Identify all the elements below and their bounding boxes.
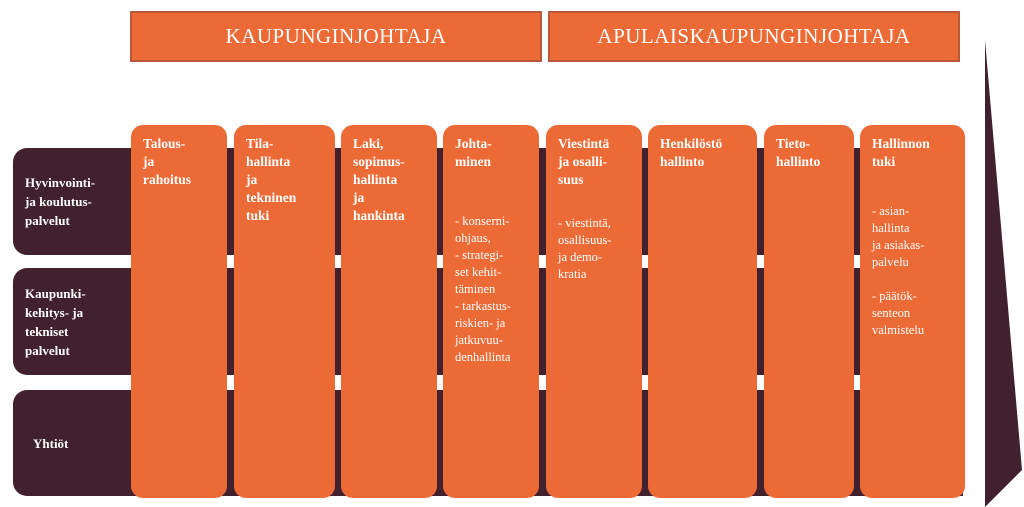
column-detail-line: - asian- (872, 204, 910, 218)
column-title-line: sopimus- (353, 154, 405, 169)
column-title (246, 135, 329, 225)
column-title-line: tuki (872, 154, 896, 169)
column-title-line: Viestintä (558, 136, 610, 151)
column-title-line: Henkilöstö (660, 136, 723, 151)
column-title (353, 135, 431, 225)
column-title-line: ja (246, 172, 258, 187)
column-detail (872, 203, 959, 339)
header-kaupunginjohtaja: KAUPUNGINJOHTAJA (130, 11, 542, 62)
column-title-line: hankinta (353, 208, 405, 223)
column-title-line: Talous- (143, 136, 186, 151)
column-detail-line: - päätök- (872, 289, 917, 303)
column-title-line: Tieto- (776, 136, 811, 151)
row-label-line: ja koulutus- (25, 194, 92, 209)
column-title-line: Laki, (353, 136, 384, 151)
column-detail-line: - strategi- (455, 248, 504, 262)
column-title-line: rahoitus (143, 172, 192, 187)
column-detail-line: ohjaus, (455, 231, 491, 245)
column-title (776, 135, 848, 171)
column-detail-line: set kehit- (455, 265, 502, 279)
column-title (143, 135, 221, 189)
flow-arrow-shape (985, 40, 1022, 507)
column-detail-line: osallisuus- (558, 233, 612, 247)
column-title-line: ja (353, 190, 365, 205)
row-label-line: palvelut (25, 213, 70, 228)
column-title (455, 135, 533, 171)
column-title-line: hallinta (246, 154, 291, 169)
row-label-line: tekniset (25, 323, 69, 339)
column-viestinta (546, 125, 642, 498)
column-detail-line: täminen (455, 282, 496, 296)
column-detail (558, 215, 636, 283)
column-title (660, 135, 751, 171)
column-tietohallinto (764, 125, 854, 498)
column-johtaminen (443, 125, 539, 498)
row-label-line: palvelut (25, 342, 70, 358)
column-title-line: Tila- (246, 136, 274, 151)
row-label-line: Hyvinvointi- (25, 175, 96, 190)
column-detail-line: hallinta (872, 221, 910, 235)
row-label-hyvinvointi (13, 148, 131, 255)
column-title-line: Johta- (455, 136, 492, 151)
column-laki (341, 125, 437, 498)
column-detail-line: - tarkastus- (455, 299, 511, 313)
column-detail-line: senteon (872, 306, 911, 320)
column-title-line: hallinta (353, 172, 398, 187)
column-title-line: Hallinnon (872, 136, 930, 151)
header-apulaiskaupunginjohtaja: APULAISKAUPUNGINJOHTAJA (548, 11, 960, 62)
column-detail-spacer (872, 271, 959, 288)
row-label-kaupunkikehitys (13, 268, 131, 375)
column-detail-line: valmistelu (872, 323, 925, 337)
column-detail-line: jatkuvuu- (455, 333, 503, 347)
flow-arrow (982, 40, 1022, 507)
column-title-line: hallinto (776, 154, 821, 169)
column-detail-line: ja asiakas- (872, 238, 925, 252)
column-title-line: minen (455, 154, 492, 169)
column-title-line: suus (558, 172, 584, 187)
column-detail-line: palvelu (872, 255, 909, 269)
column-detail-line: riskien- ja (455, 316, 506, 330)
row-label-yhtiot (13, 390, 131, 496)
column-title-line: hallinto (660, 154, 705, 169)
column-title-line: ja osalli- (558, 154, 608, 169)
row-label-line: Kaupunki- (25, 285, 86, 301)
row-label-line: kehitys- ja (25, 304, 84, 320)
column-title (872, 135, 959, 171)
column-henkilosto (648, 125, 757, 498)
column-detail-line: denhallinta (455, 350, 511, 364)
column-title-line: tekninen (246, 190, 297, 205)
column-tilahallinta (234, 125, 335, 498)
column-detail-line: - viestintä, (558, 216, 611, 230)
column-detail-line: - konserni- (455, 214, 510, 228)
column-title-line: ja (143, 154, 155, 169)
column-detail-line: ja demo- (558, 250, 603, 264)
column-talous (131, 125, 227, 498)
column-hallinnon-tuki (860, 125, 965, 498)
column-title (558, 135, 636, 189)
column-detail (455, 213, 533, 366)
column-title-line: tuki (246, 208, 270, 223)
column-detail-line: kratia (558, 267, 587, 281)
row-label-line: Yhtiöt (33, 435, 69, 451)
